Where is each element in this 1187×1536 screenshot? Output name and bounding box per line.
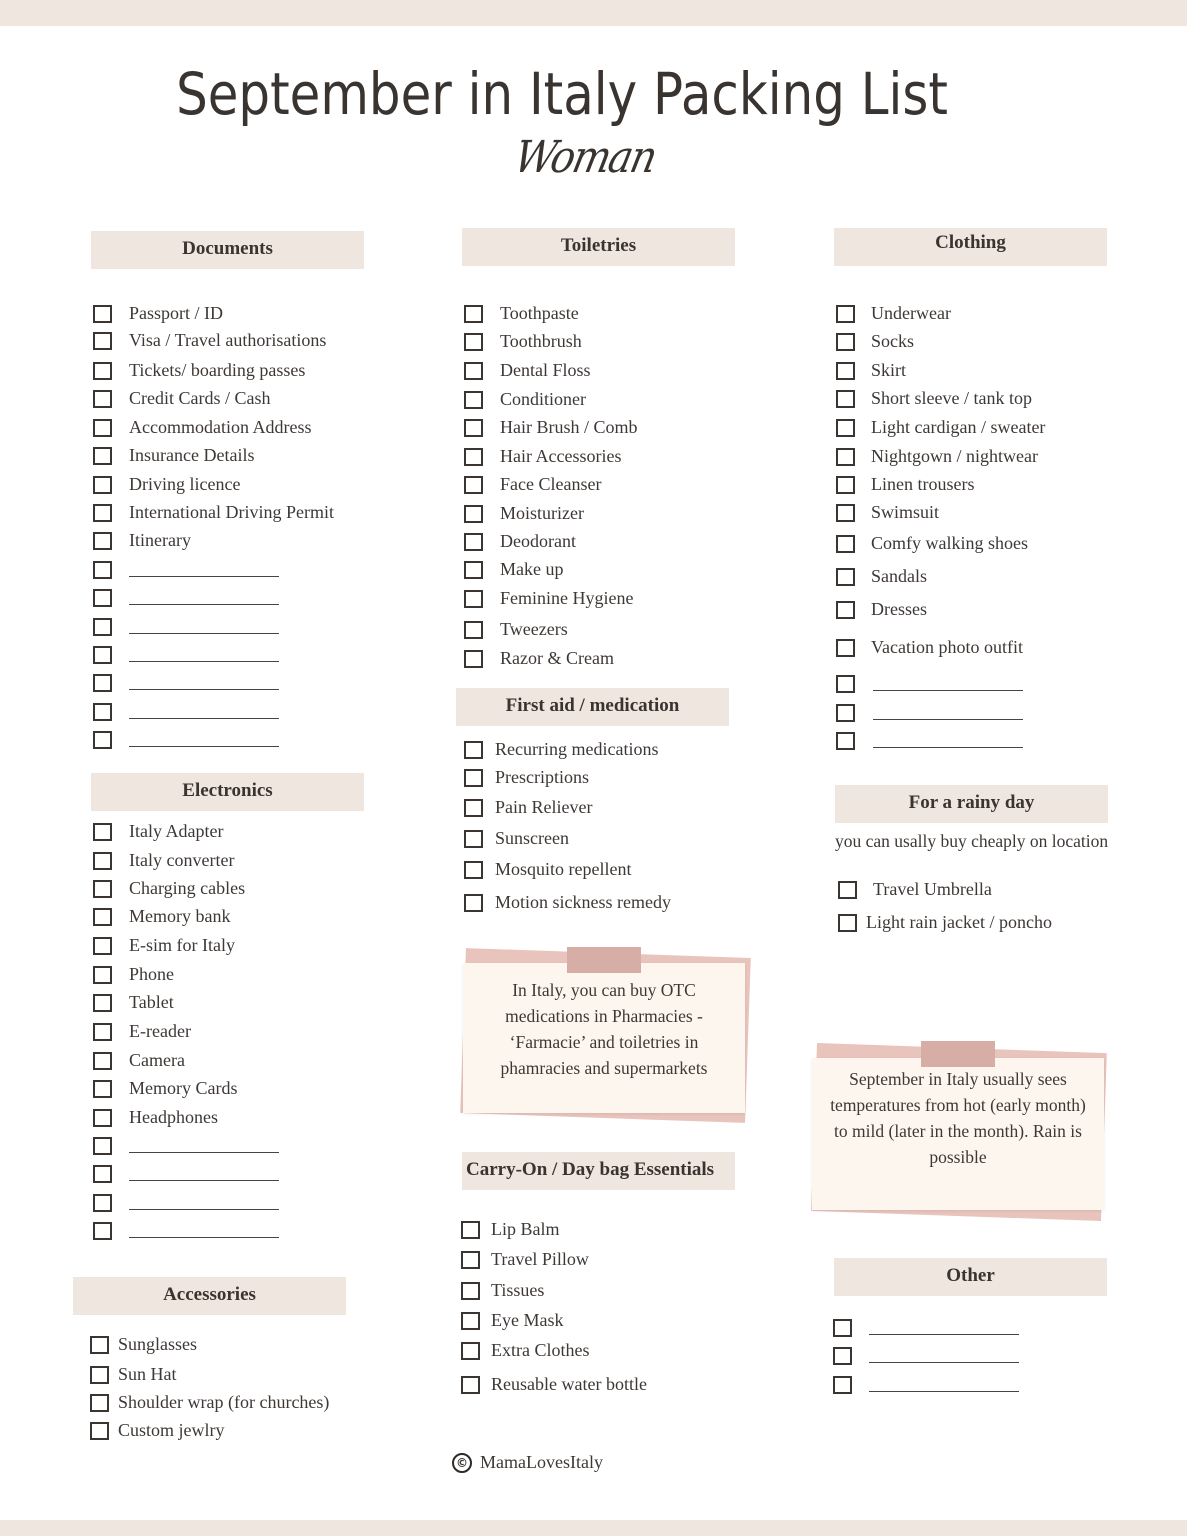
tape-decoration	[567, 947, 641, 973]
checkbox[interactable]	[833, 1376, 852, 1394]
blank-write-in-line[interactable]	[129, 661, 279, 662]
checkbox[interactable]	[464, 561, 483, 579]
checklist-item-label: Dental Floss	[500, 360, 591, 380]
checkbox[interactable]	[93, 852, 112, 870]
checklist-item-label: Credit Cards / Cash	[129, 388, 271, 408]
checklist-item-label: Tweezers	[500, 619, 568, 639]
checklist-item-label: Pain Reliever	[495, 797, 593, 817]
checkbox[interactable]	[464, 590, 483, 608]
blank-write-in-line[interactable]	[129, 1180, 279, 1181]
pharmacy-note-text	[463, 963, 745, 1113]
checkbox[interactable]	[464, 830, 483, 848]
blank-write-in-line[interactable]	[129, 689, 279, 690]
checklist-item-label: Headphones	[129, 1107, 218, 1127]
checklist-item-label: Toothpaste	[500, 303, 579, 323]
checklist-item-label: Face Cleanser	[500, 474, 602, 494]
weather-sticky-note	[808, 1038, 1113, 1223]
note-line: phamracies and supermarkets	[500, 1058, 708, 1078]
checkbox[interactable]	[464, 448, 483, 466]
checkbox[interactable]	[833, 1319, 852, 1337]
checkbox[interactable]	[464, 305, 483, 323]
checkbox[interactable]	[836, 675, 855, 693]
blank-write-in-line[interactable]	[129, 604, 279, 605]
checklist-item-label: Feminine Hygiene	[500, 588, 634, 608]
checkbox[interactable]	[836, 305, 855, 323]
checklist-item-label: Memory bank	[129, 906, 231, 926]
blank-write-in-line[interactable]	[873, 719, 1023, 720]
note-line: ‘Farmacie’ and toiletries in	[509, 1032, 699, 1052]
blank-write-in-line[interactable]	[129, 718, 279, 719]
blank-write-in-line[interactable]	[873, 747, 1023, 748]
checkbox[interactable]	[93, 589, 112, 607]
checkbox[interactable]	[836, 390, 855, 408]
checklist-item-label: Deodorant	[500, 531, 576, 551]
note-line: In Italy, you can buy OTC	[512, 980, 696, 1000]
checkbox[interactable]	[836, 639, 855, 657]
checklist-item-label: Socks	[871, 331, 915, 351]
checkbox[interactable]	[464, 621, 483, 639]
section-header-electronics: Electronics	[91, 773, 364, 811]
checklist-item-label: E-sim for Italy	[129, 935, 235, 955]
checkbox[interactable]	[836, 448, 855, 466]
checkbox[interactable]	[90, 1422, 109, 1440]
checkbox[interactable]	[464, 362, 483, 380]
blank-write-in-line[interactable]	[873, 690, 1023, 691]
checklist-item-label: Tissues	[491, 1280, 545, 1300]
page-title: September in Italy Packing List	[176, 60, 948, 128]
checklist-item-label: Dresses	[871, 599, 927, 619]
checklist-item-label: Vacation photo outfit	[871, 637, 1023, 657]
section-header-rainy-day: For a rainy day	[835, 785, 1108, 823]
tape-decoration	[921, 1041, 995, 1067]
checkbox[interactable]	[464, 333, 483, 351]
checklist-item-label: Sandals	[871, 566, 927, 586]
checkbox[interactable]	[836, 362, 855, 380]
checkbox[interactable]	[464, 505, 483, 523]
checkbox[interactable]	[93, 731, 112, 749]
checkbox[interactable]	[93, 1165, 112, 1183]
weather-note-text	[812, 1058, 1104, 1210]
footer	[452, 1452, 603, 1473]
checkbox[interactable]	[464, 894, 483, 912]
checklist-item-label: Sunscreen	[495, 828, 569, 848]
top-band	[0, 0, 1187, 26]
checkbox[interactable]	[464, 533, 483, 551]
checkbox[interactable]	[464, 861, 483, 879]
checkbox[interactable]	[93, 880, 112, 898]
checkbox[interactable]	[93, 1222, 112, 1240]
checkbox[interactable]	[93, 823, 112, 841]
section-header-clothing: Clothing	[834, 228, 1107, 266]
checkbox[interactable]	[464, 769, 483, 787]
checkbox[interactable]	[461, 1282, 480, 1300]
note-line: temperatures from hot (early month)	[830, 1095, 1086, 1115]
blank-write-in-line[interactable]	[129, 633, 279, 634]
checklist-item-label: Hair Accessories	[500, 446, 622, 466]
checkbox[interactable]	[93, 1080, 112, 1098]
section-header-first-aid: First aid / medication	[456, 688, 729, 726]
blank-write-in-line[interactable]	[869, 1391, 1019, 1392]
checklist-item-label: Sun Hat	[118, 1364, 177, 1384]
checkbox[interactable]	[93, 305, 112, 323]
checkbox[interactable]	[836, 476, 855, 494]
checklist-item-label: Prescriptions	[495, 767, 589, 787]
checklist-item-label: Memory Cards	[129, 1078, 238, 1098]
checkbox[interactable]	[93, 390, 112, 408]
checklist-item-label: Italy Adapter	[129, 821, 224, 841]
checkbox[interactable]	[93, 703, 112, 721]
section-header-other: Other	[834, 1258, 1107, 1296]
checklist-item-label: Travel Pillow	[491, 1249, 589, 1269]
section-header-accessories: Accessories	[73, 1277, 346, 1315]
checklist-item-label: Itinerary	[129, 530, 191, 550]
note-line: September in Italy usually sees	[849, 1069, 1067, 1089]
checklist-item-label: Custom jewlry	[118, 1420, 225, 1440]
checklist-item-label: Conditioner	[500, 389, 586, 409]
checkbox[interactable]	[93, 646, 112, 664]
checklist-item-label: Razor & Cream	[500, 648, 614, 668]
checkbox[interactable]	[836, 568, 855, 586]
checkbox[interactable]	[93, 362, 112, 380]
checkbox[interactable]	[464, 799, 483, 817]
checklist-item-label: Reusable water bottle	[491, 1374, 647, 1394]
blank-write-in-line[interactable]	[869, 1362, 1019, 1363]
checkbox[interactable]	[93, 1194, 112, 1212]
checkbox[interactable]	[836, 419, 855, 437]
checkbox[interactable]	[93, 674, 112, 692]
checkbox[interactable]	[93, 1109, 112, 1127]
checklist-item-label: Italy converter	[129, 850, 235, 870]
blank-write-in-line[interactable]	[129, 1237, 279, 1238]
checklist-item-label: Skirt	[871, 360, 907, 380]
checklist-item-label: Visa / Travel authorisations	[129, 330, 327, 350]
checklist-item-label: Charging cables	[129, 878, 246, 898]
checkbox[interactable]	[461, 1312, 480, 1330]
pharmacy-sticky-note	[455, 945, 755, 1130]
page-subtitle: Woman	[509, 132, 661, 183]
checkbox[interactable]	[838, 914, 857, 932]
checkbox[interactable]	[461, 1342, 480, 1360]
checklist-item-label: E-reader	[129, 1021, 191, 1041]
checkbox[interactable]	[90, 1394, 109, 1412]
checkbox[interactable]	[836, 732, 855, 750]
blank-write-in-line[interactable]	[129, 1152, 279, 1153]
checkbox[interactable]	[93, 447, 112, 465]
blank-write-in-line[interactable]	[869, 1334, 1019, 1335]
checklist-item-label: Hair Brush / Comb	[500, 417, 638, 437]
blank-write-in-line[interactable]	[129, 1209, 279, 1210]
checkbox[interactable]	[461, 1221, 480, 1239]
checklist-item-label: Passport / ID	[129, 303, 223, 323]
checkbox[interactable]	[836, 504, 855, 522]
checklist-item-label: Swimsuit	[871, 502, 940, 522]
checkbox[interactable]	[93, 994, 112, 1012]
checkbox[interactable]	[93, 966, 112, 984]
checklist-item-label: Travel Umbrella	[873, 879, 992, 899]
checklist-item-label: Mosquito repellent	[495, 859, 632, 879]
bottom-band	[0, 1520, 1187, 1536]
checkbox[interactable]	[93, 561, 112, 579]
note-line: to mild (later in the month). Rain is	[834, 1121, 1082, 1141]
checklist-item-label: Underwear	[871, 303, 951, 323]
checkbox[interactable]	[90, 1366, 109, 1384]
checklist-item-label: Shoulder wrap (for churches)	[118, 1392, 330, 1412]
checkbox[interactable]	[90, 1336, 109, 1354]
checklist-item-label: Linen trousers	[871, 474, 975, 494]
checkbox[interactable]	[93, 937, 112, 955]
checklist-item-label: Make up	[500, 559, 564, 579]
checklist-item-label: Tickets/ boarding passes	[129, 360, 306, 380]
checklist-item-label: Comfy walking shoes	[871, 533, 1028, 553]
note-line: medications in Pharmacies -	[505, 1006, 703, 1026]
copyright-icon: ©	[452, 1453, 472, 1473]
checklist-item-label: Recurring medications	[495, 739, 659, 759]
checkbox[interactable]	[464, 741, 483, 759]
note-line: possible	[929, 1147, 987, 1167]
checkbox[interactable]	[461, 1251, 480, 1269]
checklist-item-label: Extra Clothes	[491, 1340, 590, 1360]
checklist-item-label: Short sleeve / tank top	[871, 388, 1032, 408]
section-header-documents: Documents	[91, 231, 364, 269]
checkbox[interactable]	[93, 419, 112, 437]
checklist-item-label: Camera	[129, 1050, 185, 1070]
checkbox[interactable]	[93, 908, 112, 926]
checklist-item-label: Sunglasses	[118, 1334, 198, 1354]
checklist-item-label: Light rain jacket / poncho	[866, 912, 1052, 932]
checkbox[interactable]	[836, 535, 855, 553]
checkbox[interactable]	[464, 476, 483, 494]
checkbox[interactable]	[93, 1137, 112, 1155]
checklist-item-label: Lip Balm	[491, 1219, 560, 1239]
checklist-item-label: Toothbrush	[500, 331, 582, 351]
checklist-item-label: Tablet	[129, 992, 174, 1012]
checkbox[interactable]	[836, 333, 855, 351]
checklist-item-label: Insurance Details	[129, 445, 255, 465]
checklist-item-label: Accommodation Address	[129, 417, 312, 437]
checklist-item-label: International Driving Permit	[129, 502, 334, 522]
checkbox[interactable]	[93, 332, 112, 350]
checkbox[interactable]	[93, 504, 112, 522]
checklist-item-label: Moisturizer	[500, 503, 584, 523]
checklist-item-label: Driving licence	[129, 474, 241, 494]
checkbox[interactable]	[93, 532, 112, 550]
checkbox[interactable]	[93, 1023, 112, 1041]
checklist-item-label: Motion sickness remedy	[495, 892, 671, 912]
blank-write-in-line[interactable]	[129, 746, 279, 747]
checkbox[interactable]	[93, 618, 112, 636]
checklist-item-label: Light cardigan / sweater	[871, 417, 1046, 437]
checkbox[interactable]	[464, 391, 483, 409]
checkbox[interactable]	[838, 881, 857, 899]
checkbox[interactable]	[461, 1376, 480, 1394]
brand-name: MamaLovesItaly	[480, 1452, 603, 1472]
checkbox[interactable]	[464, 419, 483, 437]
checklist-item-label: Nightgown / nightwear	[871, 446, 1038, 466]
section-header-toiletries: Toiletries	[462, 228, 735, 266]
checklist-item-label: Eye Mask	[491, 1310, 564, 1330]
checkbox[interactable]	[836, 601, 855, 619]
checkbox[interactable]	[833, 1347, 852, 1365]
rainy-day-note: you can usally buy cheaply on location	[835, 831, 1109, 851]
section-header-carry-on: Carry-On / Day bag Essentials	[462, 1152, 735, 1190]
blank-write-in-line[interactable]	[129, 576, 279, 577]
checkbox[interactable]	[464, 650, 483, 668]
checkbox[interactable]	[93, 476, 112, 494]
checkbox[interactable]	[93, 1052, 112, 1070]
checkbox[interactable]	[836, 704, 855, 722]
checklist-item-label: Phone	[129, 964, 174, 984]
